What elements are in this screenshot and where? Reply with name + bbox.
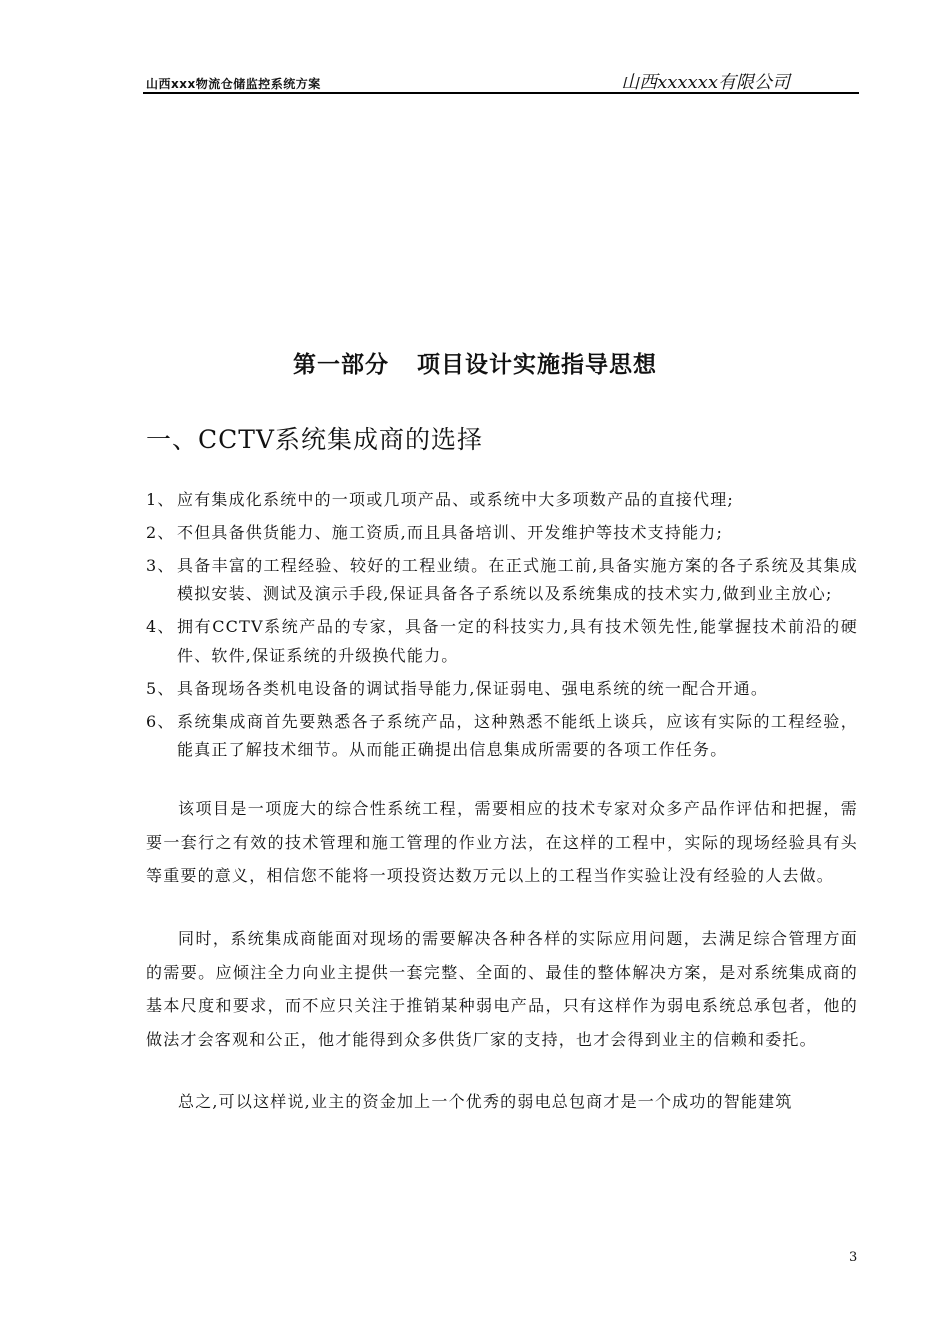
- part-title: [0, 346, 950, 379]
- list-item-number: 5、: [146, 678, 175, 698]
- list-item: [146, 613, 858, 671]
- list-item-number: 3、: [146, 555, 175, 575]
- list-item-number: 4、: [146, 617, 175, 637]
- body-paragraph: 总之,可以这样说,业主的资金加上一个优秀的弱电总包商才是一个成功的智能建筑: [178, 1092, 793, 1112]
- body-content: [146, 486, 858, 1119]
- header-divider: [143, 92, 859, 94]
- body-paragraph: 同时，系统集成商能面对现场的需要解决各种各样的实际应用问题，去满足综合管理方面的需要。应倾注全力向业主提供一套完整、全面的、最佳的整体解决方案，是对系统集成商的基本尺度和要求，而不应只关注于推销某种弱电产品，只有这样作为弱电系统总承包者，他的做法才会客观和公正，他才能得到众多供货厂家的支持，也才会得到业主的信赖和委托。: [146, 928, 858, 1049]
- list-item: [146, 519, 858, 548]
- list-item-number: 1、: [146, 490, 175, 509]
- list-item: [146, 675, 858, 704]
- list-item-text: 拥有CCTV系统产品的专家，具备一定的科技实力,具有技术领先性,能掌握技术前沿的硬件、软件,保证系统的升级换代能力。: [177, 617, 858, 665]
- header-company-name: 山西xxxxxx有限公司: [621, 72, 790, 93]
- list-item-text: 不但具备供货能力、施工资质,而且具备培训、开发维护等技术支持能力;: [177, 522, 724, 542]
- list-item-number: 6、: [146, 711, 175, 731]
- list-item-number: 2、: [146, 522, 175, 542]
- list-item: [146, 708, 858, 766]
- body-paragraph: 该项目是一项庞大的综合性系统工程，需要相应的技术专家对众多产品作评估和把握，需要一套行之有效的技术管理和施工管理的作业方法，在这样的工程中，实际的现场经验具有头等重要的意义，相信您不能将一项投资达数万元以上的工程当作实验让没有经验的人去做。: [146, 799, 858, 886]
- section-heading: 一、CCTV系统集成商的选择: [146, 425, 483, 454]
- list-item-text: 应有集成化系统中的一项或几项产品、或系统中大多项数产品的直接代理;: [177, 490, 734, 509]
- list-item-text: 系统集成商首先要熟悉各子系统产品，这种熟悉不能纸上谈兵，应该有实际的工程经验，能真正了解技术细节。从而能正确提出信息集成所需要的各项工作任务。: [177, 711, 858, 760]
- part-heading: 项目设计实施指导思想: [417, 352, 657, 378]
- list-item: [146, 552, 858, 610]
- list-item-text: 具备现场各类机电设备的调试指导能力,保证弱电、强电系统的统一配合开通。: [177, 678, 769, 698]
- page-number: 3: [849, 1250, 858, 1265]
- list-item-text: 具备丰富的工程经验、较好的工程业绩。在正式施工前,具备实施方案的各子系统及其集成模拟安装、测试及演示手段,保证具备各子系统以及系统集成的技术实力,做到业主放心;: [177, 555, 858, 604]
- header-document-title: 山西xxx物流仓储监控系统方案: [146, 77, 321, 91]
- part-label: 第一部分: [293, 352, 389, 378]
- requirements-list: [146, 486, 858, 765]
- list-item: [146, 486, 858, 515]
